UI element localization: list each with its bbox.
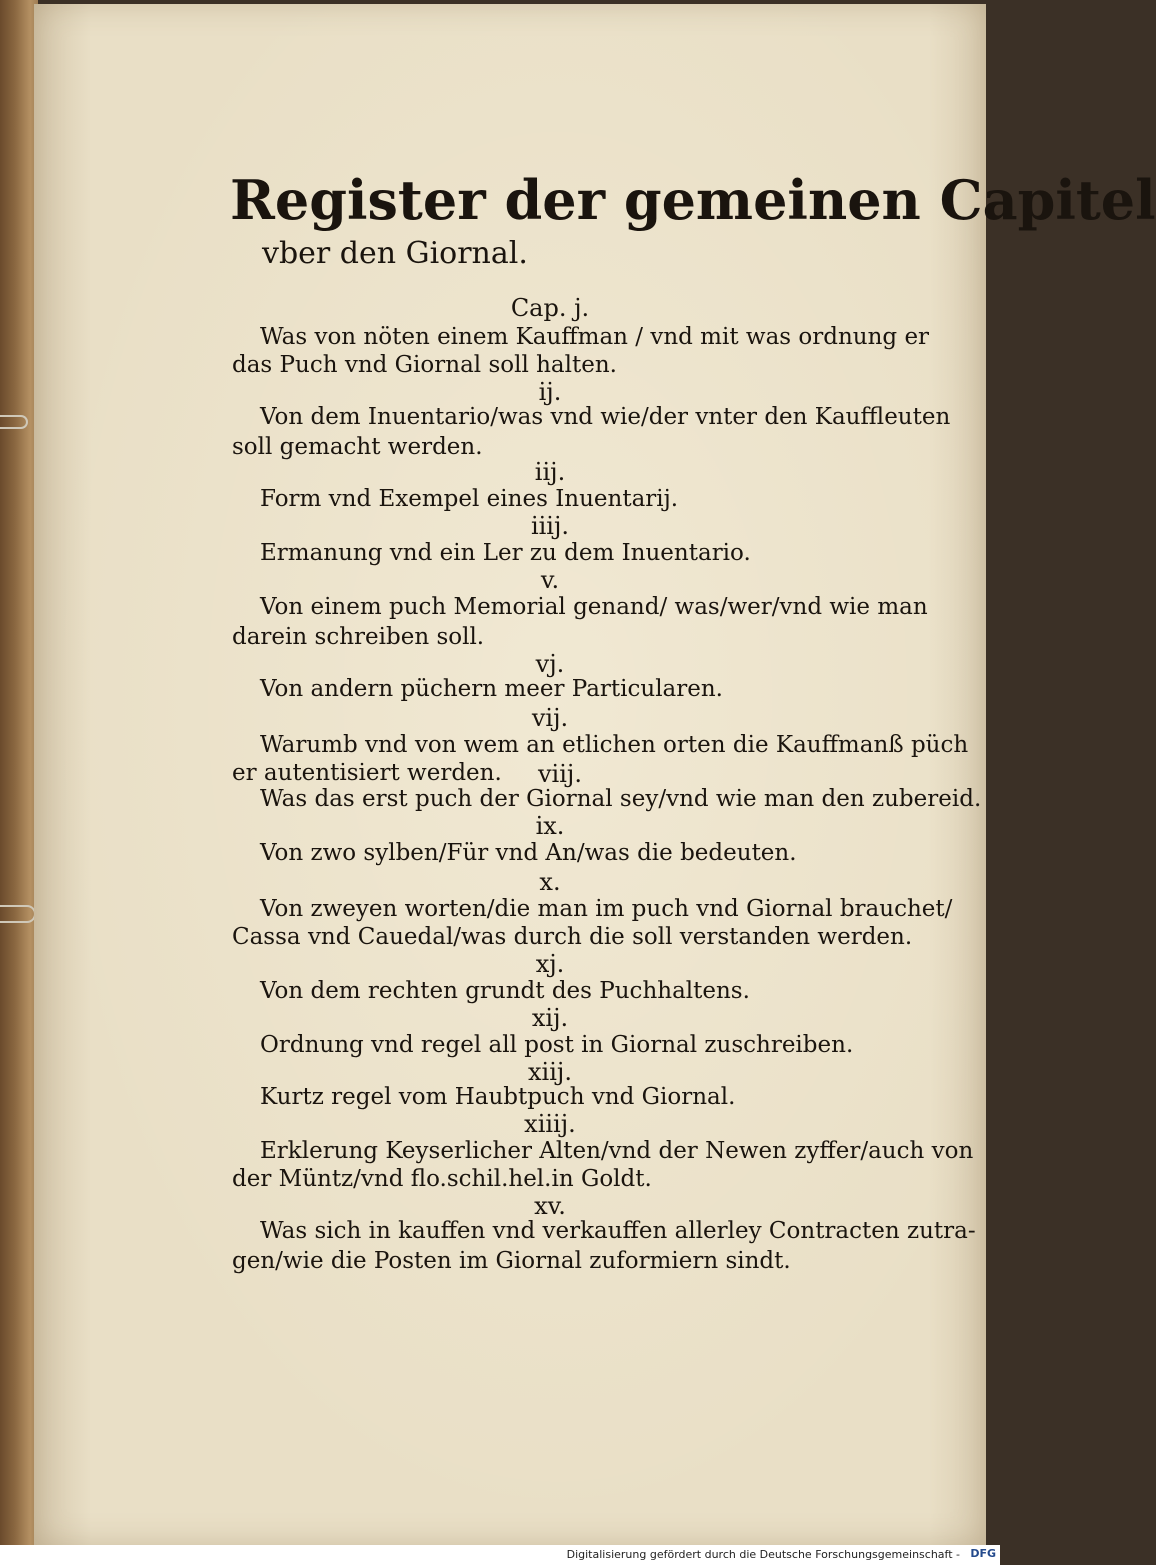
chapter-number: ij. <box>538 378 562 406</box>
chapter-line: Was sich in kauffen vnd verkauffen allerley Contracten zutra- <box>260 1218 976 1244</box>
chapter-line: Ordnung vnd regel all post in Giornal zuschreiben. <box>260 1032 854 1058</box>
chapter-line: Warumb vnd von wem an etlichen orten die Kauffmanß püch <box>260 732 969 758</box>
chapter-number: xiiij. <box>524 1110 576 1138</box>
chapter-number: v. <box>540 566 560 594</box>
chapter-line: Was von nöten einem Kauffman / vnd mit was ordnung er <box>260 324 930 350</box>
chapter-number: iiij. <box>530 512 570 540</box>
page-title: Register der gemeinen Capitel <box>230 168 1156 232</box>
chapter-line: darein schreiben soll. <box>232 624 485 650</box>
chapter-line: Was das erst puch der Giornal sey/vnd wie man den zubereid. <box>260 786 982 812</box>
page-subtitle: vber den Giornal. <box>262 236 528 271</box>
chapter-number: iij. <box>534 458 566 486</box>
chapter-number: xij. <box>531 1004 569 1032</box>
chapter-number: Cap. j. <box>510 294 590 322</box>
chapter-number: xv. <box>534 1192 566 1220</box>
footer-credit: Digitalisierung gefördert durch die Deutsche Forschungsgemeinschaft - <box>566 1548 960 1561</box>
chapter-line: Form vnd Exempel eines Inuentarij. <box>260 486 679 512</box>
chapter-line: Von andern püchern meer Particularen. <box>260 676 723 702</box>
chapter-line: Kurtz regel vom Haubtpuch vnd Giornal. <box>260 1084 736 1110</box>
chapter-line: Von dem Inuentario/was vnd wie/der vnter den Kauffleuten <box>260 404 951 430</box>
chapter-number: ix. <box>535 812 565 840</box>
dfg-logo: DFG <box>970 1547 996 1560</box>
chapter-number: xj. <box>535 950 565 978</box>
chapter-line: Von zwo sylben/Für vnd An/was die bedeuten. <box>260 840 797 866</box>
chapter-line: gen/wie die Posten im Giornal zuformiern sindt. <box>232 1248 791 1274</box>
chapter-line: er autentisiert werden. <box>232 760 502 786</box>
chapter-line: der Müntz/vnd flo.schil.hel.in Goldt. <box>232 1166 652 1192</box>
chapter-line: Erklerung Keyserlicher Alten/vnd der Newen zyffer/auch von <box>260 1138 974 1164</box>
digitization-footer <box>0 1545 1000 1565</box>
chapter-number: viij. <box>538 760 582 788</box>
chapter-line: Von dem rechten grundt des Puchhaltens. <box>260 978 750 1004</box>
chapter-number: xiij. <box>528 1058 572 1086</box>
chapter-line: Ermanung vnd ein Ler zu dem Inuentario. <box>260 540 751 566</box>
chapter-number: x. <box>539 868 561 896</box>
chapter-line: Von einem puch Memorial genand/ was/wer/vnd wie man <box>260 594 928 620</box>
chapter-line: Von zweyen worten/die man im puch vnd Giornal brauchet/ <box>260 896 953 922</box>
chapter-line: das Puch vnd Giornal soll halten. <box>232 352 617 378</box>
chapter-number: vij. <box>531 704 569 732</box>
chapter-line: Cassa vnd Cauedal/was durch die soll verstanden werden. <box>232 924 913 950</box>
chapter-number: vj. <box>535 650 565 678</box>
chapter-line: soll gemacht werden. <box>232 434 483 460</box>
